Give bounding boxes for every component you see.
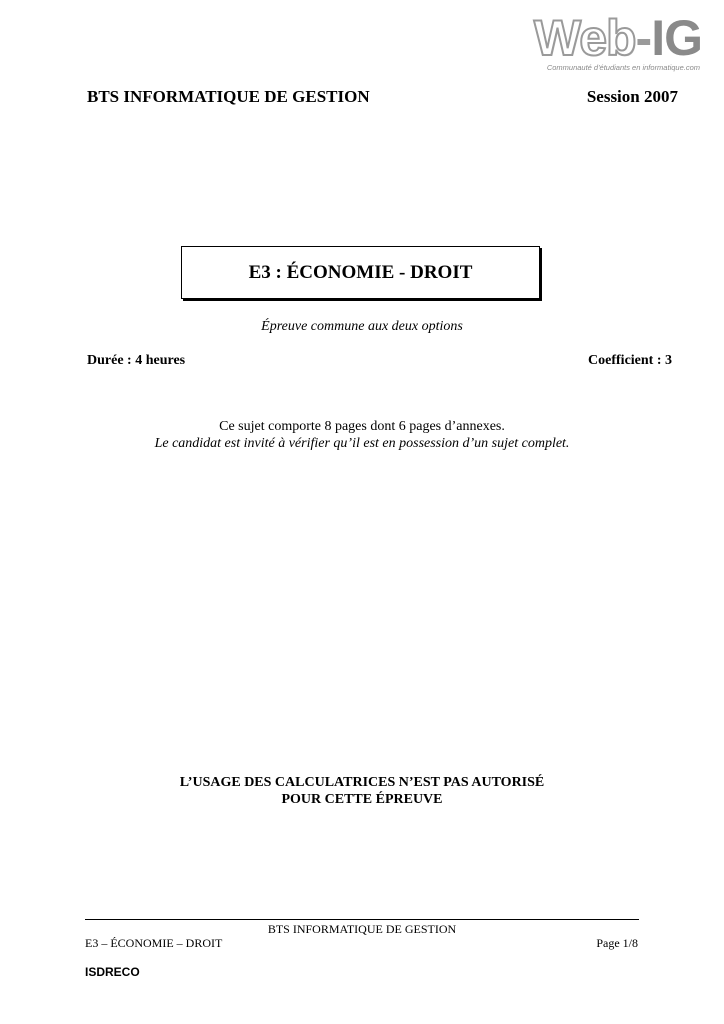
- footer-page-number: Page 1/8: [596, 936, 638, 950]
- logo-wordmark: [534, 12, 702, 64]
- exam-duration: Durée : 4 heures: [87, 353, 186, 368]
- footer-code: ISDRECO: [85, 965, 140, 979]
- logo-dash-text: -: [635, 10, 652, 66]
- header-program: BTS INFORMATIQUE DE GESTION: [87, 87, 370, 106]
- footer-program: BTS INFORMATIQUE DE GESTION: [267, 922, 457, 936]
- footer-divider: [85, 919, 639, 920]
- logo-tagline: Communauté d'étudiants en informatique.com: [546, 63, 700, 72]
- completeness-notice: Le candidat est invité à vérifier qu’il est en possession d’un sujet complet.: [154, 436, 570, 451]
- logo-web-text: Web: [533, 10, 636, 66]
- header-session: Session 2007: [586, 87, 678, 106]
- web-ig-logo: [512, 12, 702, 72]
- footer-subject: E3 – ÉCONOMIE – DROIT: [85, 936, 223, 950]
- calculator-rule-line1: L’USAGE DES CALCULATRICES N’EST PAS AUTORISÉ: [179, 775, 545, 790]
- exam-title: E3 : ÉCONOMIE - DROIT: [248, 261, 473, 283]
- exam-subtitle: Épreuve commune aux deux options: [261, 319, 463, 334]
- exam-title-box: [181, 246, 540, 299]
- page-count-notice: Ce sujet comporte 8 pages dont 6 pages d’annexes.: [219, 419, 505, 434]
- calculator-rule-line2: POUR CETTE ÉPREUVE: [281, 792, 443, 807]
- logo-ig-text: IG: [651, 10, 702, 66]
- exam-coefficient: Coefficient : 3: [588, 353, 672, 368]
